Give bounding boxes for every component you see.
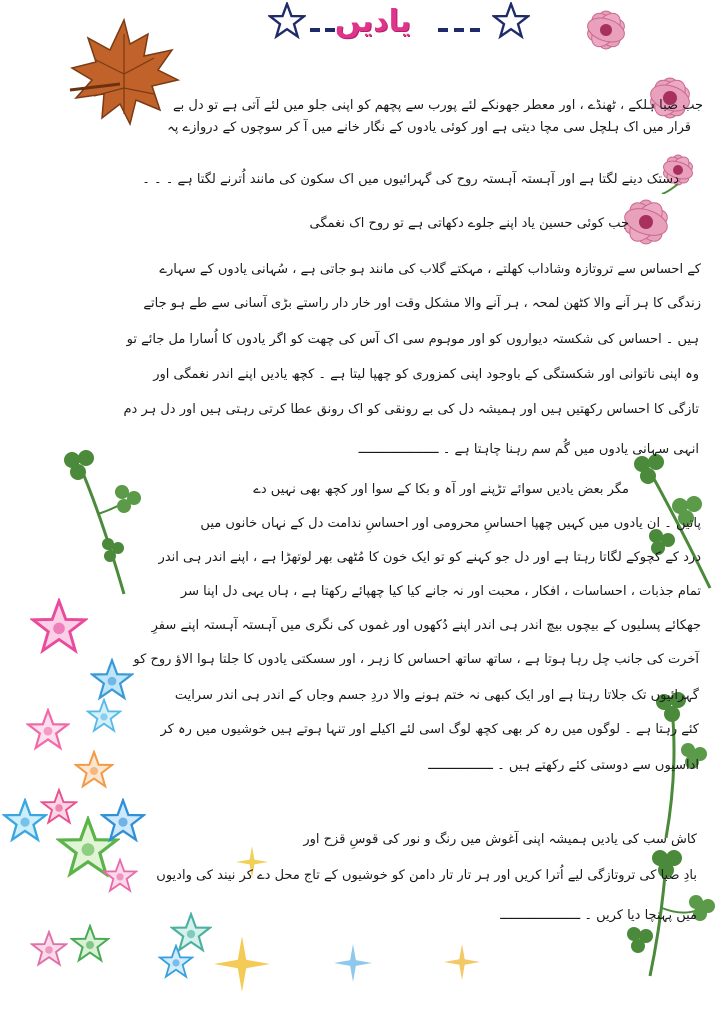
page-title: یادیں <box>334 4 412 39</box>
text-line: اداسیوں سے دوستی کئے رکھتے ہیں ۔ ـــــــــــــــــ <box>428 758 699 773</box>
pink-flower-icon <box>578 4 634 56</box>
text-line: گہرائیوں تک جلاتا رہتا ہے اور ایک کبھی نہ ختم ہونے والا دردِ جسم وجاں کے اندر ہی اندر سرایت <box>174 688 699 703</box>
colored-star-icon <box>158 944 194 980</box>
title-dash <box>470 28 480 32</box>
text-line: تمام جذبات ، احساسات ، افکار ، محبت اور نہ جانے کیا کیا چھپائے رکھتا ہے ، ہاں یہی دل اپنا سر <box>180 584 701 599</box>
colored-star-icon <box>26 708 70 752</box>
colored-star-icon <box>30 930 68 968</box>
text-line: جب کوئی حسین یاد اپنے جلوے دکھاتی ہے تو روح اک نغمگی <box>309 216 629 231</box>
colored-star-icon <box>30 598 88 656</box>
colored-star-icon <box>90 658 134 702</box>
colored-star-icon <box>74 750 114 790</box>
text-line: ہیں ۔ احساس کی شکستہ دیواروں کو اور موہوم سی اک آس کی چھت کو اگر یادوں کا اُسارا مل جائے تو <box>126 332 699 347</box>
text-line: درد کے کچوکے لگاتا رہتا ہے اور دل جو کہنے کو تو ایک خون کا مُٹھی بھر لوتھڑا ہے ، اپنے اندر ہی اندر <box>158 550 701 565</box>
title-dash <box>438 28 448 32</box>
colored-star-icon <box>86 698 122 734</box>
text-line: کئے رہتا ہے ۔ لوگوں میں رہ کر بھی کچھ لوگ اسی لئے اکیلے اور تنہا ہوتے ہیں خوشیوں میں رہ کر <box>160 722 699 737</box>
text-line: دستک دینے لگتا ہے اور آہستہ آہستہ روح کی گہرائیوں میں اک سکون کی مانند اُترنے لگتا ہے ۔ ۔ ۔ <box>142 172 679 187</box>
text-line: جھکائے پسلیوں کے بیچوں بیچ اندر ہی اندر اپنے دُکھوں اور غموں کی نگری میں آہستہ آہستہ اپنے سفرِ <box>151 618 701 633</box>
text-line: بادِ صبا کی تروتازگی لیے اُترا کریں اور ہر تار تار دامن کو خوشیوں کے تاج محل دے کر نیند کی وادیوں <box>156 868 697 883</box>
colored-star-icon <box>70 924 110 964</box>
text-line: وہ اپنی ناتوانی اور شکستگی کے باوجود اپنی کمزوری کو چھپا لیتا ہے ۔ کچھ یادیں اپنے اندر نغمگی اور <box>153 367 699 382</box>
star-outline-icon <box>268 2 306 40</box>
colored-star-icon <box>102 858 138 894</box>
text-line: انہی سہانی یادوں میں گُم سم رہنا چاہتا ہے ۔ ـــــــــــــــــــــ <box>358 442 699 457</box>
text-line: زندگی کا ہر آنے والا کٹھن لمحہ ، ہر آنے والا مشکل وقت اور خار دار راستے بڑی آسانی سے طے ہو جاتے <box>143 296 701 311</box>
clover-icon <box>50 448 142 596</box>
text-line: آخرت کی جانب چل رہا ہوتا ہے ، ساتھ ساتھ احساس کا زہر ، اور سسکتی یادوں کا جلتا ہوا الاؤ روح کو <box>133 652 699 667</box>
text-line: پاتیں ۔ ان یادوں میں کہیں چھپا احساسِ محرومی اور احساسِ ندامت دل کے نہاں خانوں میں <box>200 516 701 531</box>
text-line: کاش سب کی یادیں ہمیشہ اپنی آغوش میں رنگ و نور کی قوسِ قزح اور <box>303 832 697 847</box>
sparkle-icon <box>334 944 372 982</box>
title-dash <box>454 28 464 32</box>
colored-star-icon <box>100 798 146 844</box>
text-line: میں پہنچا دیا کریں ۔ ـــــــــــــــــــــ <box>500 908 697 923</box>
text-line: تازگی کا احساس رکھتیں ہیں اور ہمیشہ دل کی بے رونقی کو اک رونق عطا کرتی رہتی ہیں اور دل ہر دم <box>123 402 699 417</box>
text-line: قرار میں اک ہلچل سی مچا دیتی ہے اور کوئی یادوں کے نگار خانے میں آ کر سوچوں کے دروازے پہ <box>167 120 691 135</box>
text-line: مگر بعض یادیں سوائے تڑپنے اور آہ و بکا کے سوا اور کچھ بھی نہیں دے <box>253 482 629 497</box>
text-line: کے احساس سے تروتازہ وشاداب کھلتے ، مہکتے گلاب کی مانند ہو جاتی ہے ، سُہانی یادوں کے سہارے <box>159 262 701 277</box>
maple-leaf-icon <box>64 14 184 140</box>
sparkle-icon <box>444 944 480 980</box>
sparkle-icon <box>214 936 270 992</box>
star-outline-icon <box>492 2 530 40</box>
text-line: جب صبا ہلکے ، ٹھنڈے ، اور معطر جھونکے لئے پورب سے پچھم کو اپنی جلو میں لئے آتی ہے تو دل بے <box>173 98 703 113</box>
